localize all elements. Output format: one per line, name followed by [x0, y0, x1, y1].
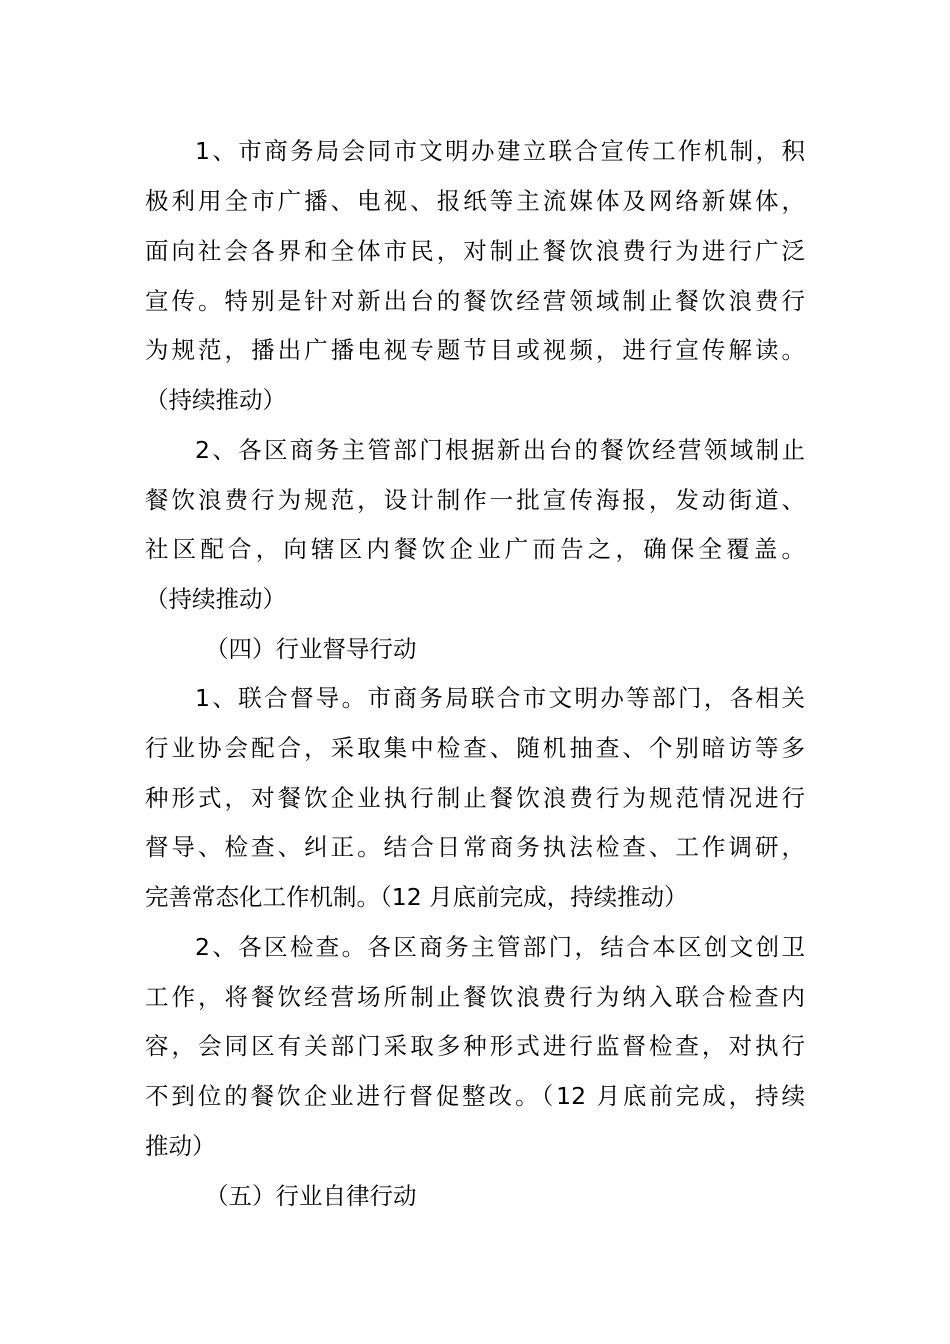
- paragraph-4-line-5: 推动）: [145, 1132, 216, 1160]
- paragraph-1-line-4: 宣传。特别是针对新出台的餐饮经营领域制止餐饮浪费行: [145, 287, 805, 315]
- paragraph-1-line-5: 为规范，播出广播电视专题节目或视频，进行宣传解读。: [145, 336, 805, 364]
- paragraph-2-line-4: （持续推动）: [145, 585, 286, 613]
- paragraph-4-line-3: 容，会同区有关部门采取多种形式进行监督检查，对执行: [145, 1032, 805, 1060]
- paragraph-4-line-4: 不到位的餐饮企业进行督促整改。（12 月底前完成，持续: [145, 1082, 805, 1110]
- paragraph-4-line-2: 工作，将餐饮经营场所制止餐饮浪费行为纳入联合检查内: [145, 983, 805, 1011]
- paragraph-1-line-2: 极利用全市广播、电视、报纸等主流媒体及网络新媒体，: [145, 187, 805, 215]
- paragraph-4-line-1: 2、各区检查。各区商务主管部门，结合本区创文创卫: [195, 933, 805, 961]
- paragraph-1-line-6: （持续推动）: [145, 386, 286, 414]
- paragraph-3-line-3: 种形式，对餐饮企业执行制止餐饮浪费行为规范情况进行: [145, 784, 805, 812]
- paragraph-2-line-3: 社区配合，向辖区内餐饮企业广而告之，确保全覆盖。: [145, 535, 805, 563]
- paragraph-1-line-1: 1、市商务局会同市文明办建立联合宣传工作机制，积: [195, 137, 805, 165]
- paragraph-1-line-3: 面向社会各界和全体市民，对制止餐饮浪费行为进行广泛: [145, 237, 805, 265]
- paragraph-3-line-4: 督导、检查、纠正。结合日常商务执法检查、工作调研，: [145, 833, 805, 861]
- paragraph-2-line-1: 2、各区商务主管部门根据新出台的餐饮经营领域制止: [195, 436, 805, 464]
- paragraph-3-line-2: 行业协会配合，采取集中检查、随机抽查、个别暗访等多: [145, 734, 805, 762]
- section-heading-4: （四）行业督导行动: [205, 635, 417, 663]
- paragraph-2-line-2: 餐饮浪费行为规范，设计制作一批宣传海报，发动街道、: [145, 486, 805, 514]
- section-heading-5: （五）行业自律行动: [205, 1182, 417, 1210]
- paragraph-3-line-5: 完善常态化工作机制。（12 月底前完成，持续推动）: [145, 883, 688, 911]
- paragraph-3-line-1: 1、联合督导。市商务局联合市文明办等部门，各相关: [195, 684, 805, 712]
